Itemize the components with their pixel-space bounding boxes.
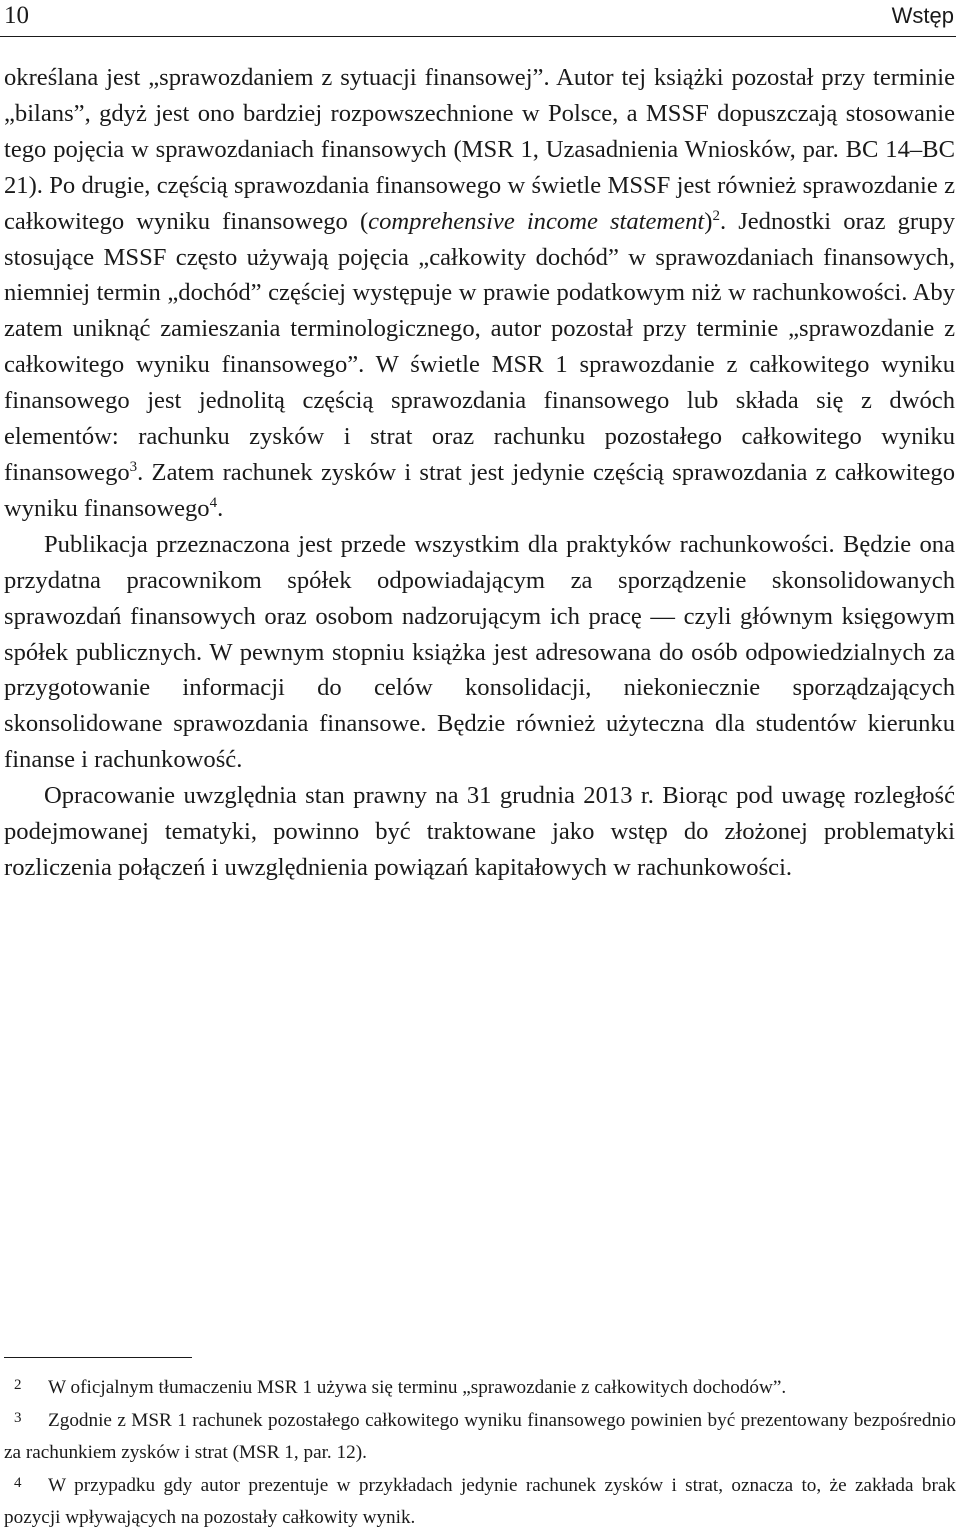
paragraph-2: Publikacja przeznaczona jest przede wszystkim dla praktyków rachunkowości. Będzie ona przydatna pracownikom spółek odpowiadającym za sporządzenie skonsolidowanych sprawozdań finansowych oraz osobom nadzorującym ich pracę — czyli głównym księgowym spółek publicznych. W pewnym stopniu książka jest adresowana do osób odpowiedzialnych za przygotowanie informacji do celów konsolidacji, niekoniecznie sporządzających skonsolidowane sprawozdania finansowe. Będzie również użyteczna dla studentów kierunku finanse i rachunkowość. — [4, 530, 955, 774]
footnote-4: 4 W przypadku gdy autor prezentuje w przykładach jedynie rachunek zysków i strat, oznacza to, że zakłada brak pozycji wpływających na pozostały całkowity wynik. — [4, 1474, 956, 1528]
paragraph-1-text-b: ) — [704, 207, 713, 235]
footnote-text: Zgodnie z MSR 1 rachunek pozostałego całkowitego wyniku finansowego powinien być prezentowany bezpośrednio za rachunkiem zysków i strat (MSR 1, par. 12). — [4, 1409, 956, 1463]
footnote-ref-3: 3 — [129, 458, 138, 475]
paragraph-1-text-a: określana jest „sprawozdaniem z sytuacji finansowej”. Autor tej książki pozostał przy terminie „bilans”, gdyż jest ono bardziej rozpowszechnione w Polsce, a MSSF dopuszczają stosowanie tego pojęcia w sprawozdaniach finansowych (MSR 1, Uzasadnienia Wniosków, par. BC 14–BC 21). Po drugie, częścią sprawozdania finansowego w świetle MSSF jest również sprawozdanie z całkowitego wyniku finansowego ( — [4, 64, 955, 235]
paragraph-1 — [4, 60, 955, 527]
footnote-text: W oficjalnym tłumaczeniu MSR 1 używa się terminu „sprawozdanie z całkowitych dochodów”. — [48, 1377, 787, 1398]
running-head: Wstęp — [891, 3, 954, 28]
footnote-text: W przypadku gdy autor prezentuje w przykładach jedynie rachunek zysków i strat, oznacza to, że zakłada brak pozycji wpływających na pozostały całkowity wynik. — [4, 1474, 956, 1528]
footnote-3: 3 Zgodnie z MSR 1 rachunek pozostałego całkowitego wyniku finansowego powinien być prezentowany bezpośrednio za rachunkiem zysków i strat (MSR 1, par. 12). — [4, 1409, 956, 1463]
page-header — [0, 0, 956, 37]
footnote-2: 2 W oficjalnym tłumaczeniu MSR 1 używa się terminu „sprawozdanie z całkowitych dochodów”. — [14, 1377, 787, 1398]
italic-term: comprehensive income statement — [368, 207, 705, 235]
paragraph-1-text-e: . — [217, 494, 224, 522]
footnote-divider — [4, 1357, 192, 1358]
paragraph-1-text-d: . Zatem rachunek zysków i strat jest jedynie częścią sprawozdania z całkowitego wyniku finansowego — [4, 458, 955, 522]
paragraph-1-text-c: . Jednostki oraz grupy stosujące MSSF często używają pojęcia „całkowity dochód” w sprawozdaniach finansowych, niemniej termin „dochód” częściej występuje w prawie podatkowym niż w rachunkowości. Aby zatem uniknąć zamieszania terminologicznego, autor pozostał przy terminie „sprawozdanie z całkowitego wyniku finansowego”. W świetle MSR 1 sprawozdanie z całkowitego wyniku finansowego jest jednolitą częścią sprawozdania finansowego lub składa się z dwóch elementów: rachunku zysków i strat oraz rachunku pozostałego całkowitego wyniku finansowego — [4, 207, 955, 486]
body-text — [4, 60, 955, 886]
footnote-ref-2: 2 — [712, 207, 720, 224]
page-number: 10 — [4, 2, 29, 29]
footnote-ref-4: 4 — [209, 494, 218, 511]
paragraph-3: Opracowanie uwzględnia stan prawny na 31 grudnia 2013 r. Biorąc pod uwagę rozległość podejmowanej tematyki, powinno być traktowane jako wstęp do złożonej problematyki rozliczenia połączeń i uwzględnienia powiązań kapitałowych w rachunkowości. — [4, 782, 955, 881]
footnotes — [4, 1372, 956, 1535]
